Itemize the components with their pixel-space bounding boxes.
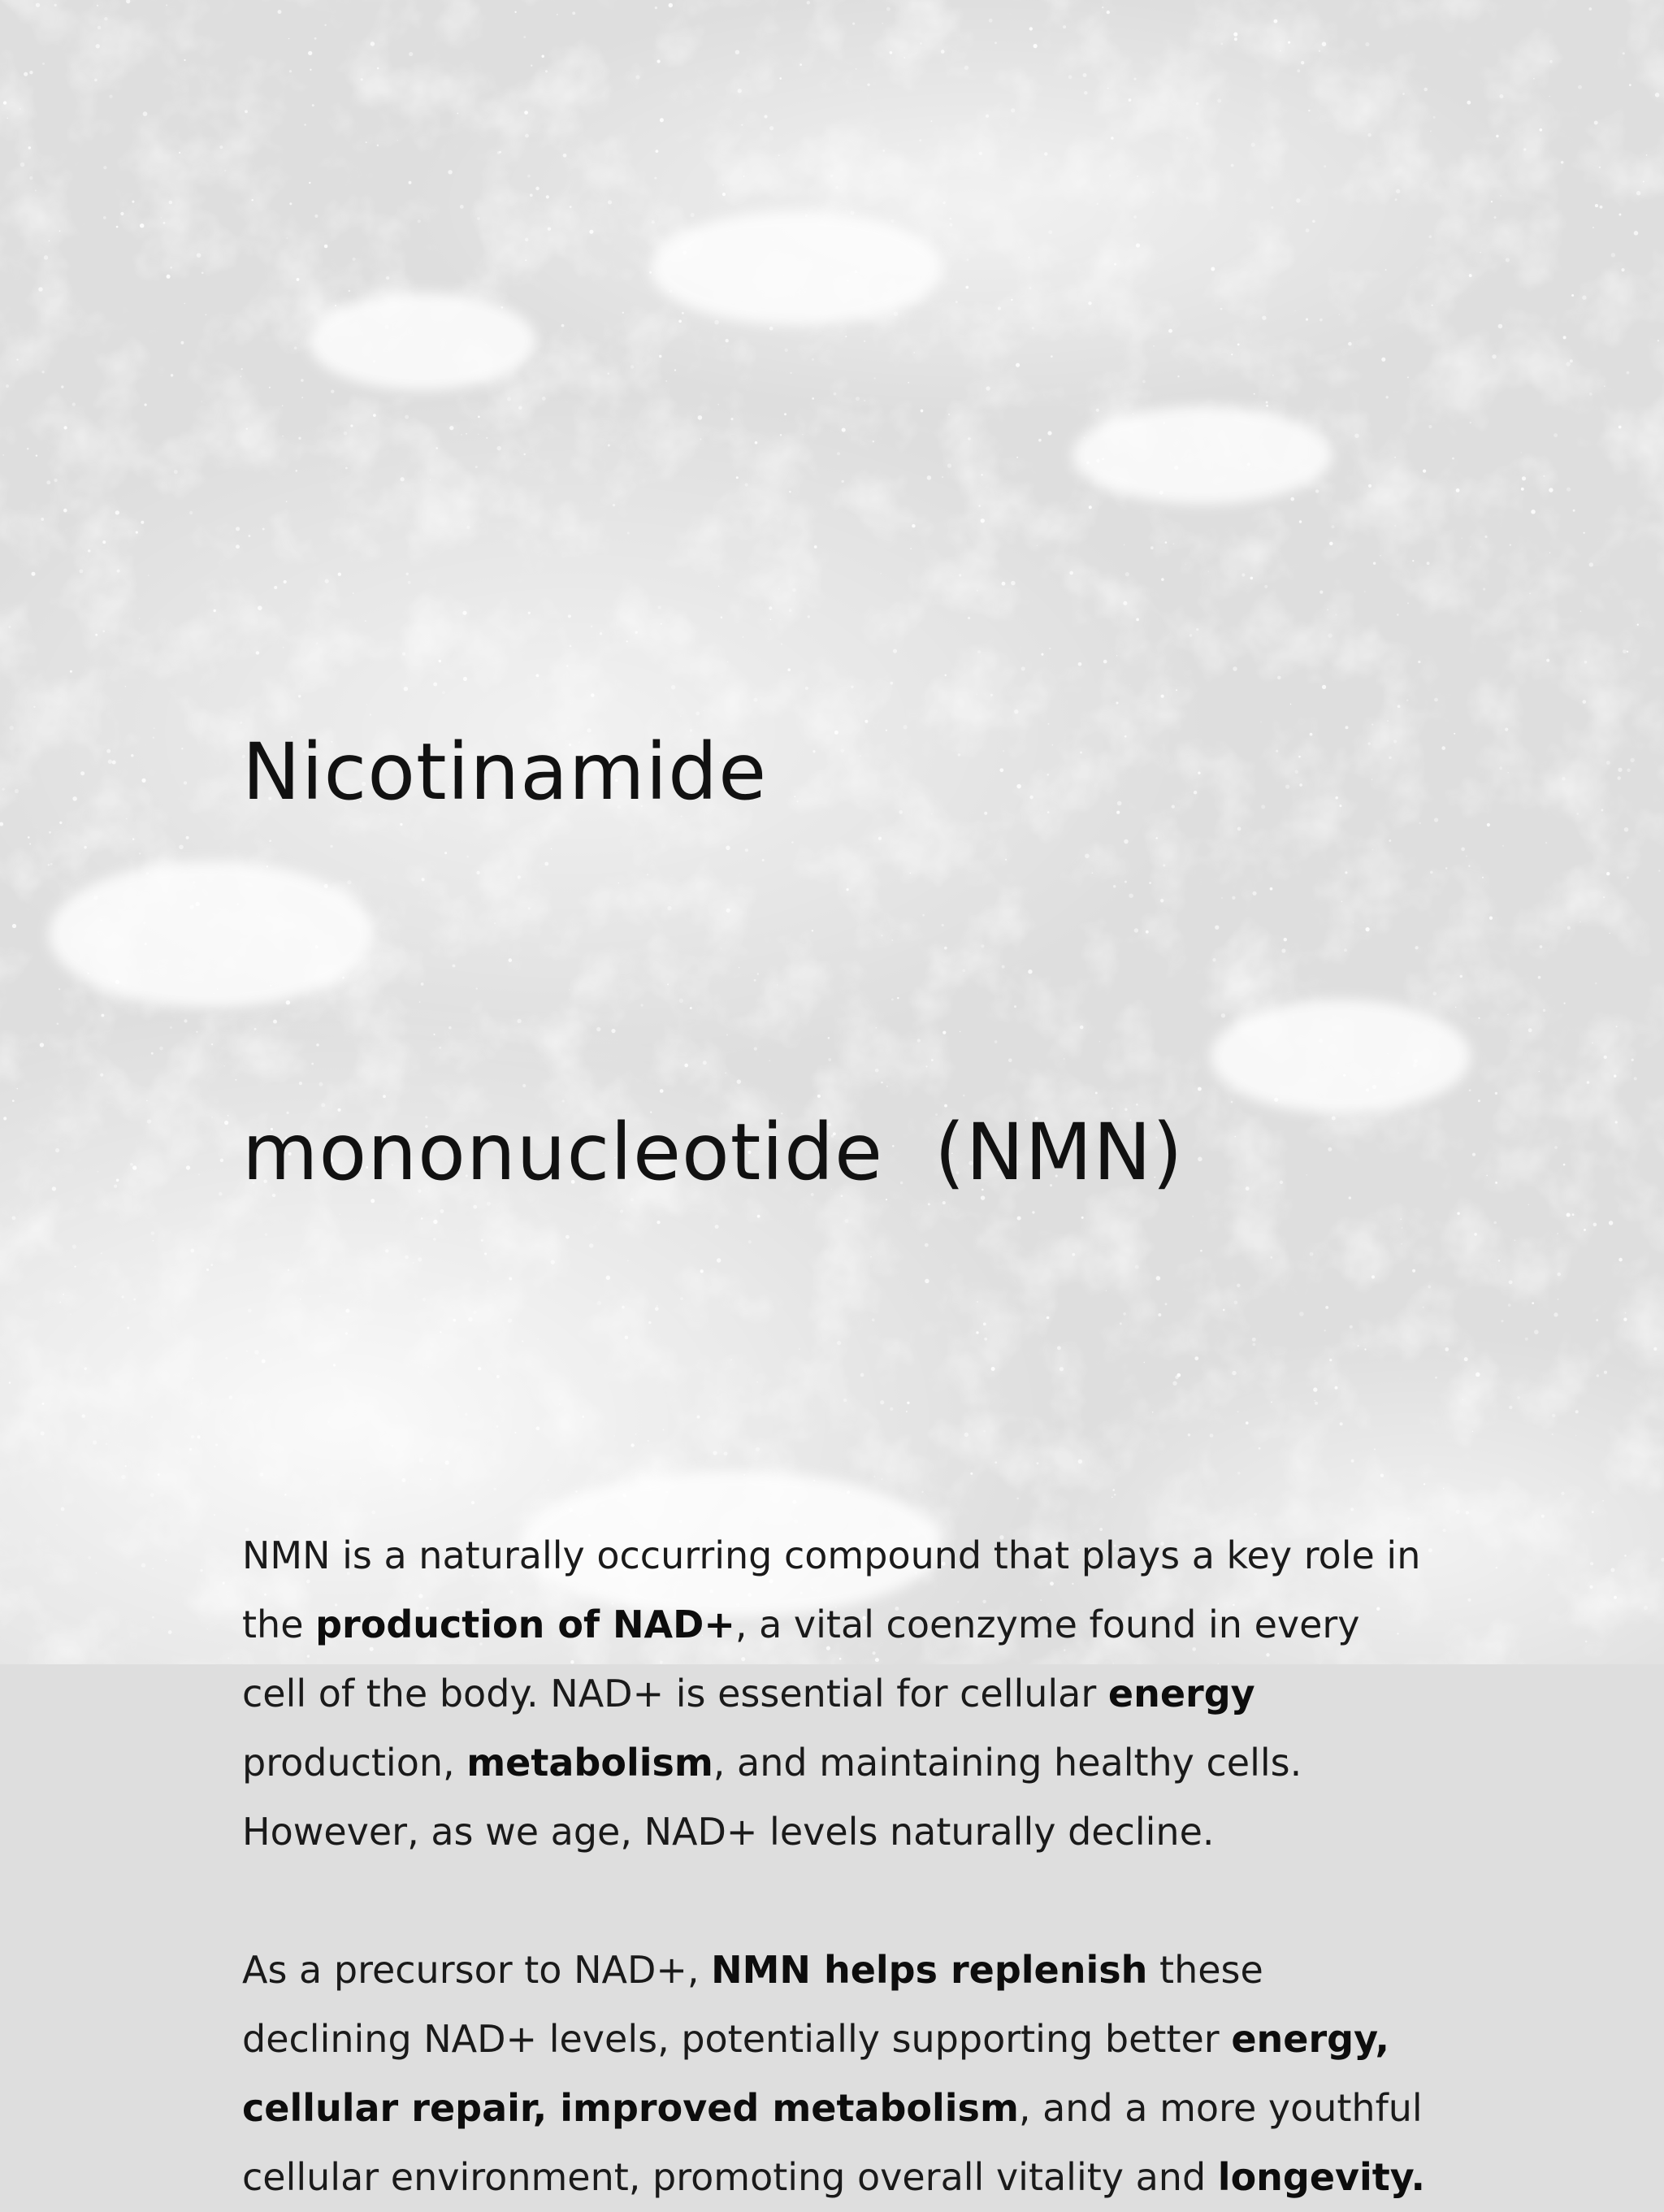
paragraph2-bold-longevity: longevity. (1217, 2155, 1426, 2199)
paragraph2-text-2: these declining NAD+ levels, potentially supporting better (242, 1948, 1263, 2061)
nmn-info-block (242, 455, 1428, 2212)
paragraph-nad-production (242, 1521, 1428, 1867)
paragraph1-bold-metabolism: metabolism (466, 1741, 713, 1785)
paragraph1-bold-production: production of NAD+ (315, 1603, 735, 1646)
paragraph2-text-1: As a precursor to NAD+, (242, 1948, 712, 1992)
paragraph1-text-3: production, (242, 1741, 467, 1785)
page-title (242, 455, 1428, 1469)
paragraph1-text-1: NMN is a naturally occurring compound that plays a key role in the (242, 1533, 1421, 1646)
paragraph1-text-2: , a vital coenzyme found in every cell of the body. NAD+ is essential for cellular (242, 1603, 1360, 1715)
paragraph1-bold-energy: energy (1107, 1672, 1255, 1715)
paragraph-nmn-benefits (242, 1936, 1428, 2212)
paragraph2-bold-benefits: energy, cellular repair, improved metabolism (242, 2017, 1389, 2130)
paragraph2-text-3: , and a more youthful cellular environment, promoting overall vitality and (242, 2086, 1423, 2199)
title-line-2: mononucleotide (NMN) (242, 1107, 1184, 1198)
paragraph1-text-4: , and maintaining healthy cells. However, as we age, NAD+ levels naturally decline. (242, 1741, 1302, 1854)
title-line-1: Nicotinamide (242, 726, 768, 818)
paragraph2-bold-replenish: NMN helps replenish (711, 1948, 1148, 1992)
